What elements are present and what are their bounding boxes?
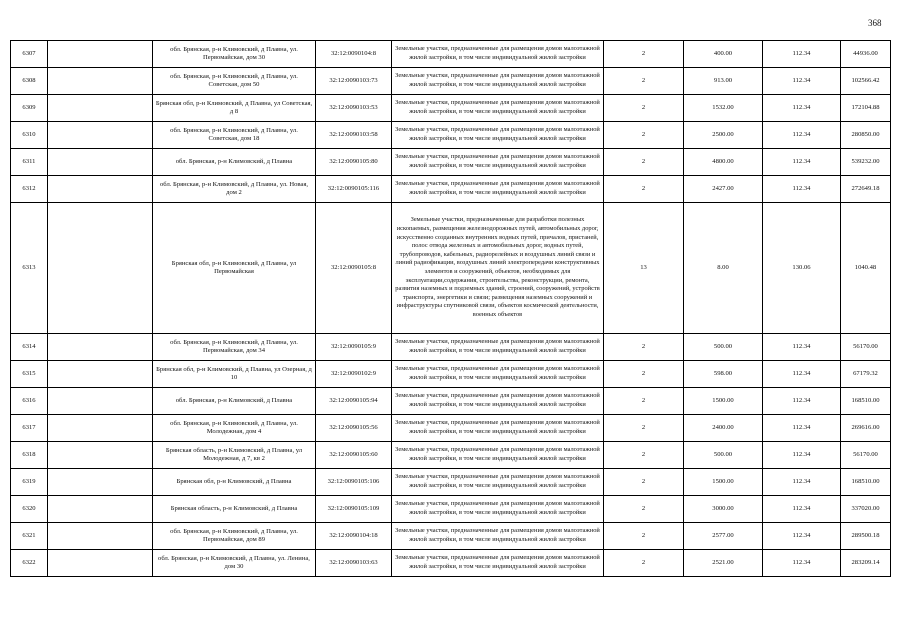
- table-row: [11, 388, 891, 415]
- cadastral-number-cell: 32:12:0090103:73: [316, 68, 392, 95]
- rate-cell: 112.34: [763, 415, 841, 442]
- cadastral-value-cell: 67179.32: [841, 361, 891, 388]
- area-cell: 1500.00: [684, 469, 763, 496]
- cadastral-number-cell: 32:12:0090104:8: [316, 41, 392, 68]
- category-cell: 2: [604, 122, 684, 149]
- rate-cell: 112.34: [763, 388, 841, 415]
- area-cell: 3000.00: [684, 496, 763, 523]
- area-cell: 400.00: [684, 41, 763, 68]
- table-row: [11, 415, 891, 442]
- address-cell: обл. Брянская, р-н Климовский, д Плавна, ул. Первомайская, дом 34: [153, 334, 316, 361]
- land-use-cell: Земельные участки, предназначенные для размещения домов малоэтажной жилой застройки, в том числе индивидуальной жилой застройки: [392, 41, 604, 68]
- area-cell: 913.00: [684, 68, 763, 95]
- cadastral-number-cell: 32:12:0090103:58: [316, 122, 392, 149]
- row-number: 6315: [11, 361, 48, 388]
- cadastral-number-cell: 32:12:0090105:116: [316, 176, 392, 203]
- area-cell: 8.00: [684, 203, 763, 334]
- address-cell: обл. Брянская, р-н Климовский, д Плавна, ул. Советская, дом 18: [153, 122, 316, 149]
- area-cell: 2427.00: [684, 176, 763, 203]
- cadastral-value-cell: 337020.00: [841, 496, 891, 523]
- area-cell: 500.00: [684, 334, 763, 361]
- cadastral-value-cell: 272649.18: [841, 176, 891, 203]
- cadastral-number-cell: 32:12:0090105:60: [316, 442, 392, 469]
- rate-cell: 112.34: [763, 122, 841, 149]
- table-row: [11, 334, 891, 361]
- cadastral-number-cell: 32:12:0090105:106: [316, 469, 392, 496]
- table-row: [11, 122, 891, 149]
- row-number: 6317: [11, 415, 48, 442]
- row-number: 6316: [11, 388, 48, 415]
- empty-cell: [48, 68, 153, 95]
- table-row: [11, 550, 891, 577]
- empty-cell: [48, 176, 153, 203]
- category-cell: 2: [604, 361, 684, 388]
- address-cell: обл. Брянская, р-н Климовский, д Плавна, ул. Советская, дом 50: [153, 68, 316, 95]
- land-use-cell: Земельные участки, предназначенные для размещения домов малоэтажной жилой застройки, в том числе индивидуальной жилой застройки: [392, 122, 604, 149]
- table-row: [11, 469, 891, 496]
- address-cell: Брянская область, р-н Климовский, д Плавна, ул Молодежная, д 7, кв 2: [153, 442, 316, 469]
- row-number: 6319: [11, 469, 48, 496]
- rate-cell: 112.34: [763, 361, 841, 388]
- row-number: 6311: [11, 149, 48, 176]
- empty-cell: [48, 203, 153, 334]
- row-number: 6310: [11, 122, 48, 149]
- rate-cell: 112.34: [763, 149, 841, 176]
- land-use-cell: Земельные участки, предназначенные для размещения домов малоэтажной жилой застройки, в том числе индивидуальной жилой застройки: [392, 361, 604, 388]
- row-number: 6320: [11, 496, 48, 523]
- area-cell: 500.00: [684, 442, 763, 469]
- category-cell: 2: [604, 68, 684, 95]
- cadastral-number-cell: 32:12:0090105:94: [316, 388, 392, 415]
- table-row: [11, 442, 891, 469]
- land-use-cell: Земельные участки, предназначенные для размещения домов малоэтажной жилой застройки, в том числе индивидуальной жилой застройки: [392, 388, 604, 415]
- cadastral-value-cell: 539232.00: [841, 149, 891, 176]
- land-use-cell: Земельные участки, предназначенные для размещения домов малоэтажной жилой застройки, в том числе индивидуальной жилой застройки: [392, 415, 604, 442]
- row-number: 6312: [11, 176, 48, 203]
- rate-cell: 112.34: [763, 176, 841, 203]
- address-cell: Брянская обл, р-н Климовский, д Плавна, ул Озерная, д 10: [153, 361, 316, 388]
- table-row: [11, 203, 891, 334]
- row-number: 6313: [11, 203, 48, 334]
- land-use-cell: Земельные участки, предназначенные для разработки полезных ископаемых, размещения железнодорожных путей, автомобильных дорог, искусственно созданных внутренних водных путей, причалов, пристаней, полос отвода железных и автомобильных дорог, водных путей, трубопроводов, кабельных, радиорелейных и воздушных линий связи и линий радиофикации, воздушных линий электропередачи конструктивных элементов и сооружений, объектов, необходимых для эксплуатации,содержания, строительства, реконструкции, ремонта, развития наземных и подземных зданий, строений, сооружений, устройств транспорта, энергетики и связи; размещения наземных сооружений и инфраструктуры спутниковой связи, объектов космической деятельности, военных объектов: [392, 203, 604, 334]
- land-use-cell: Земельные участки, предназначенные для размещения домов малоэтажной жилой застройки, в том числе индивидуальной жилой застройки: [392, 523, 604, 550]
- empty-cell: [48, 550, 153, 577]
- category-cell: 2: [604, 523, 684, 550]
- cadastral-value-cell: 44936.00: [841, 41, 891, 68]
- area-cell: 2500.00: [684, 122, 763, 149]
- land-use-cell: Земельные участки, предназначенные для размещения домов малоэтажной жилой застройки, в том числе индивидуальной жилой застройки: [392, 550, 604, 577]
- table-row: [11, 149, 891, 176]
- category-cell: 2: [604, 388, 684, 415]
- cadastral-number-cell: 32:12:0090102:9: [316, 361, 392, 388]
- address-cell: обл. Брянская, р-н Климовский, д Плавна: [153, 149, 316, 176]
- rate-cell: 112.34: [763, 334, 841, 361]
- table-row: [11, 176, 891, 203]
- cadastral-value-cell: 172104.88: [841, 95, 891, 122]
- rate-cell: 112.34: [763, 550, 841, 577]
- category-cell: 2: [604, 550, 684, 577]
- cadastral-value-cell: 269616.00: [841, 415, 891, 442]
- land-use-cell: Земельные участки, предназначенные для размещения домов малоэтажной жилой застройки, в том числе индивидуальной жилой застройки: [392, 176, 604, 203]
- table-row: [11, 41, 891, 68]
- empty-cell: [48, 334, 153, 361]
- category-cell: 2: [604, 334, 684, 361]
- address-cell: Брянская обл, р-н Климовский, д Плавна: [153, 469, 316, 496]
- page-number: 368: [868, 18, 882, 28]
- cadastral-number-cell: 32:12:0090105:56: [316, 415, 392, 442]
- land-use-cell: Земельные участки, предназначенные для размещения домов малоэтажной жилой застройки, в том числе индивидуальной жилой застройки: [392, 496, 604, 523]
- land-use-cell: Земельные участки, предназначенные для размещения домов малоэтажной жилой застройки, в том числе индивидуальной жилой застройки: [392, 469, 604, 496]
- empty-cell: [48, 41, 153, 68]
- rate-cell: 112.34: [763, 95, 841, 122]
- row-number: 6314: [11, 334, 48, 361]
- cadastral-value-cell: 102566.42: [841, 68, 891, 95]
- area-cell: 2400.00: [684, 415, 763, 442]
- address-cell: Брянская область, р-н Климовский, д Плавна: [153, 496, 316, 523]
- category-cell: 13: [604, 203, 684, 334]
- cadastral-number-cell: 32:12:0090105:109: [316, 496, 392, 523]
- table-row: [11, 496, 891, 523]
- cadastral-value-cell: 283209.14: [841, 550, 891, 577]
- row-number: 6321: [11, 523, 48, 550]
- land-use-cell: Земельные участки, предназначенные для размещения домов малоэтажной жилой застройки, в том числе индивидуальной жилой застройки: [392, 334, 604, 361]
- cadastral-number-cell: 32:12:0090104:18: [316, 523, 392, 550]
- row-number: 6307: [11, 41, 48, 68]
- category-cell: 2: [604, 442, 684, 469]
- empty-cell: [48, 469, 153, 496]
- table-row: [11, 95, 891, 122]
- cadastral-value-cell: 168510.00: [841, 388, 891, 415]
- land-use-cell: Земельные участки, предназначенные для размещения домов малоэтажной жилой застройки, в том числе индивидуальной жилой застройки: [392, 149, 604, 176]
- cadastral-value-cell: 56170.00: [841, 334, 891, 361]
- category-cell: 2: [604, 149, 684, 176]
- area-cell: 4800.00: [684, 149, 763, 176]
- address-cell: Брянская обл, р-н Климовский, д Плавна, ул Советская, д 8: [153, 95, 316, 122]
- cadastral-value-cell: 168510.00: [841, 469, 891, 496]
- row-number: 6309: [11, 95, 48, 122]
- category-cell: 2: [604, 496, 684, 523]
- rate-cell: 112.34: [763, 496, 841, 523]
- table-row: [11, 68, 891, 95]
- rate-cell: 112.34: [763, 41, 841, 68]
- empty-cell: [48, 149, 153, 176]
- registry-table: [10, 40, 891, 577]
- land-use-cell: Земельные участки, предназначенные для размещения домов малоэтажной жилой застройки, в том числе индивидуальной жилой застройки: [392, 68, 604, 95]
- cadastral-value-cell: 289500.18: [841, 523, 891, 550]
- rate-cell: 112.34: [763, 523, 841, 550]
- empty-cell: [48, 442, 153, 469]
- area-cell: 2521.00: [684, 550, 763, 577]
- category-cell: 2: [604, 415, 684, 442]
- table-row: [11, 523, 891, 550]
- empty-cell: [48, 95, 153, 122]
- table-row: [11, 361, 891, 388]
- rate-cell: 130.06: [763, 203, 841, 334]
- row-number: 6308: [11, 68, 48, 95]
- empty-cell: [48, 122, 153, 149]
- area-cell: 2577.00: [684, 523, 763, 550]
- rate-cell: 112.34: [763, 68, 841, 95]
- address-cell: обл. Брянская, р-н Климовский, д Плавна, ул. Первомайская, дом 30: [153, 41, 316, 68]
- cadastral-value-cell: 56170.00: [841, 442, 891, 469]
- land-use-cell: Земельные участки, предназначенные для размещения домов малоэтажной жилой застройки, в том числе индивидуальной жилой застройки: [392, 442, 604, 469]
- rate-cell: 112.34: [763, 469, 841, 496]
- empty-cell: [48, 388, 153, 415]
- address-cell: обл. Брянская, р-н Климовский, д Плавна, ул. Новая, дом 2: [153, 176, 316, 203]
- category-cell: 2: [604, 176, 684, 203]
- empty-cell: [48, 496, 153, 523]
- address-cell: обл. Брянская, р-н Климовский, д Плавна, ул. Молодежная, дом 4: [153, 415, 316, 442]
- address-cell: обл. Брянская, р-н Климовский, д Плавна: [153, 388, 316, 415]
- cadastral-number-cell: 32:12:0090105:80: [316, 149, 392, 176]
- area-cell: 598.00: [684, 361, 763, 388]
- address-cell: Брянская обл, р-н Климовский, д Плавна, ул Первомайская: [153, 203, 316, 334]
- empty-cell: [48, 361, 153, 388]
- rate-cell: 112.34: [763, 442, 841, 469]
- cadastral-value-cell: 280850.00: [841, 122, 891, 149]
- cadastral-number-cell: 32:12:0090103:53: [316, 95, 392, 122]
- row-number: 6322: [11, 550, 48, 577]
- cadastral-number-cell: 32:12:0090103:63: [316, 550, 392, 577]
- address-cell: обл. Брянская, р-н Климовский, д Плавна, ул. Ленина, дом 30: [153, 550, 316, 577]
- category-cell: 2: [604, 41, 684, 68]
- area-cell: 1532.00: [684, 95, 763, 122]
- empty-cell: [48, 415, 153, 442]
- area-cell: 1500.00: [684, 388, 763, 415]
- row-number: 6318: [11, 442, 48, 469]
- cadastral-number-cell: 32:12:0090105:9: [316, 334, 392, 361]
- cadastral-value-cell: 1040.48: [841, 203, 891, 334]
- address-cell: обл. Брянская, р-н Климовский, д Плавна, ул. Первомайская, дом 89: [153, 523, 316, 550]
- category-cell: 2: [604, 469, 684, 496]
- category-cell: 2: [604, 95, 684, 122]
- land-use-cell: Земельные участки, предназначенные для размещения домов малоэтажной жилой застройки, в том числе индивидуальной жилой застройки: [392, 95, 604, 122]
- cadastral-number-cell: 32:12:0090105:8: [316, 203, 392, 334]
- empty-cell: [48, 523, 153, 550]
